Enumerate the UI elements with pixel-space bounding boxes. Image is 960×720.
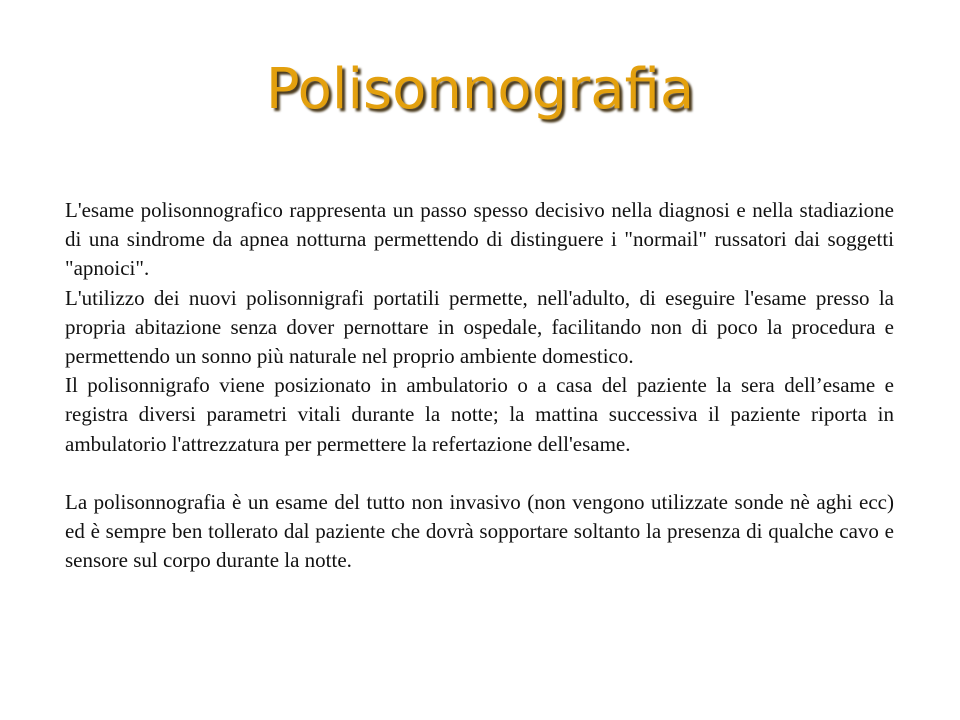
slide-body: [65, 196, 894, 576]
paragraph-portable-devices: L'utilizzo dei nuovi polisonnigrafi portatili permette, nell'adulto, di eseguire l'esame presso la propria abitazione senza dover pernottare in ospedale, facilitando non di poco la procedura e permettendo un sonno più naturale nel proprio ambiente domestico.: [65, 285, 894, 369]
paragraph-non-invasive: La polisonnografia è un esame del tutto non invasivo (non vengono utilizzate sonde nè aghi ecc) ed è sempre ben tollerato dal paziente che dovrà sopportare soltanto la presenza di qualche cavo e sensore sul corpo durante la notte.: [65, 490, 894, 573]
paragraph-intro: L'esame polisonnografico rappresenta un passo spesso decisivo nella diagnosi e nella stadiazione di una sindrome da apnea notturna permettendo di distinguere i "normail" russatori dai soggetti "apnoici".: [65, 198, 894, 281]
paragraph-procedure: Il polisonnigrafo viene posizionato in ambulatorio o a casa del paziente la sera dell’esame e registra diversi parametri vitali durante la notte; la mattina successiva il paziente riporta in ambulatorio l'attrezzatura per permettere la refertazione dell'esame.: [65, 373, 894, 456]
slide-title: Polisonnografia: [265, 57, 695, 122]
